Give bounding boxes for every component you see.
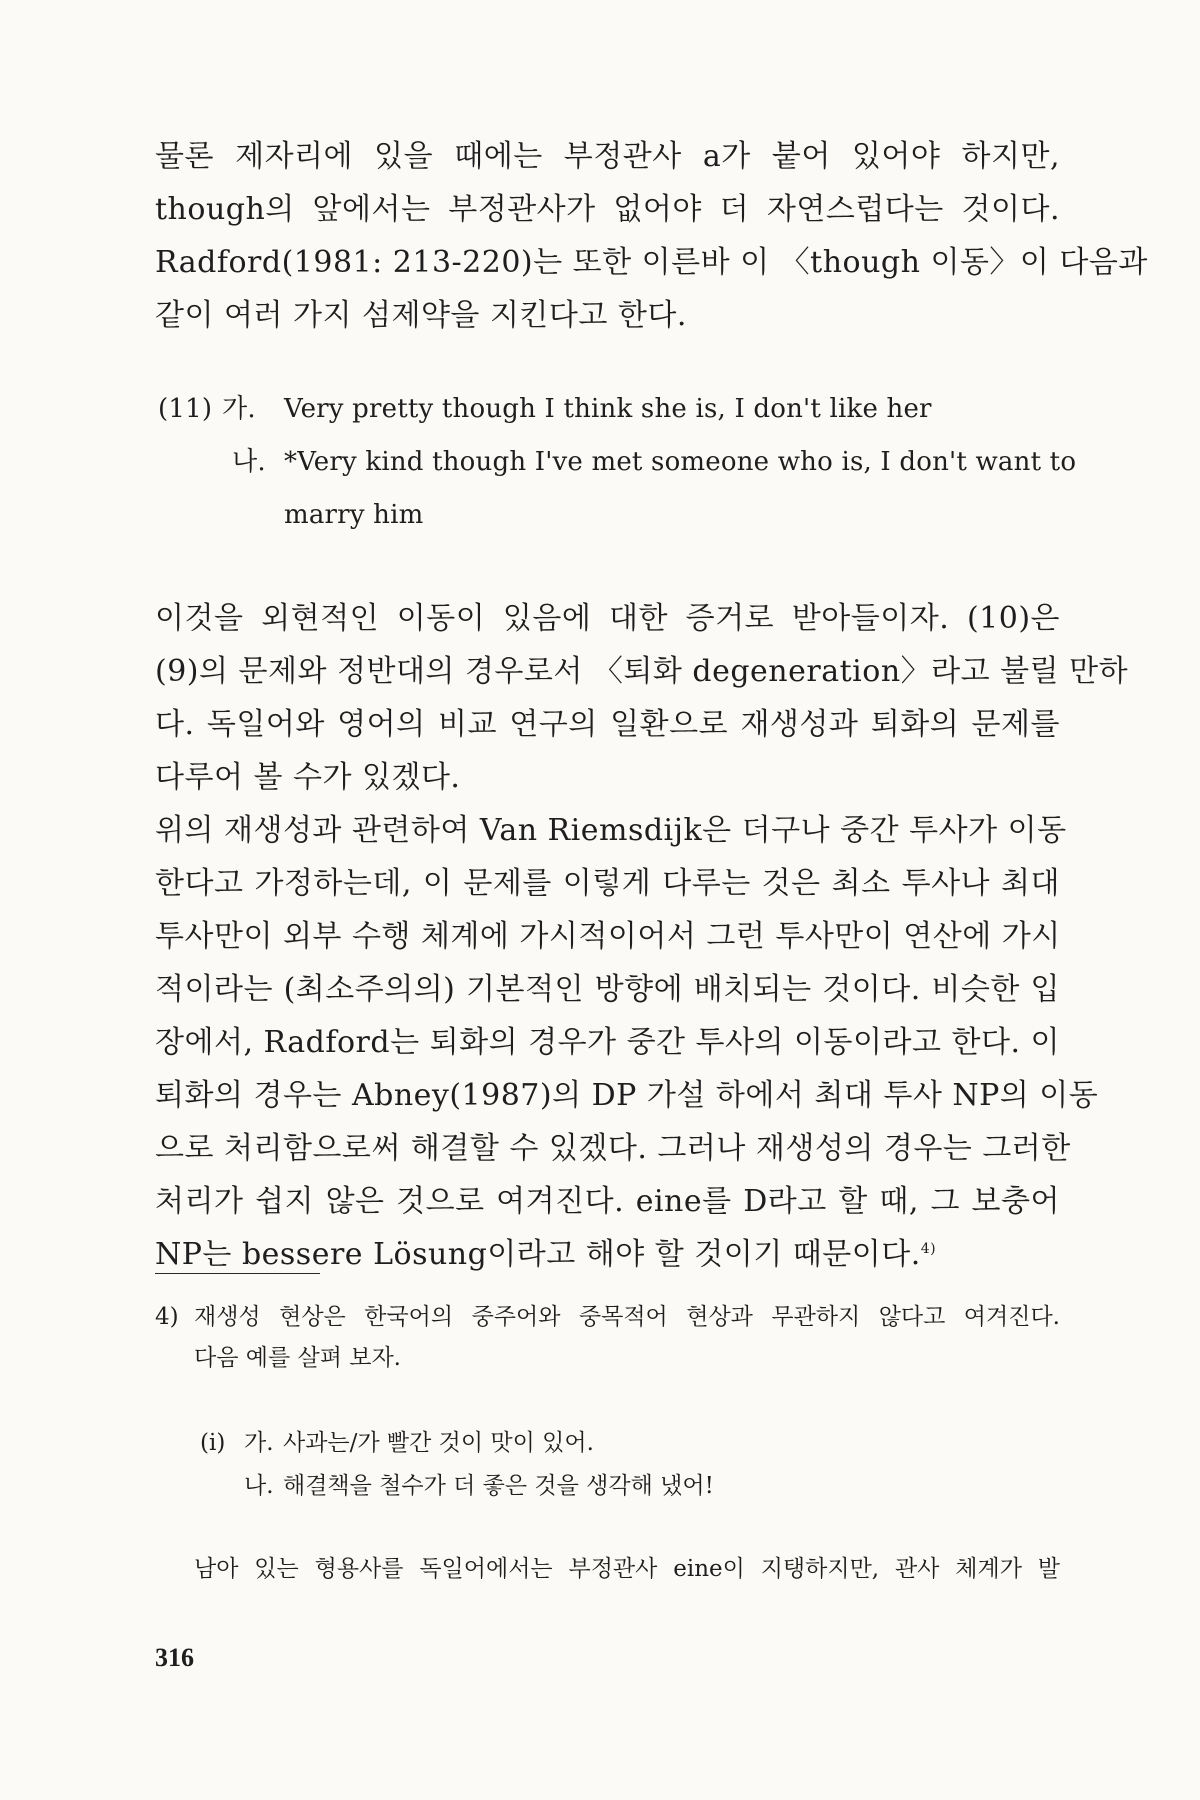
text-line: 적이라는 (최소주의의) 기본적인 방향에 배치되는 것이다. 비슷한 입 (155, 972, 1060, 1007)
paragraph-2 (155, 592, 1129, 804)
text-line: though의 앞에서는 부정관사가 없어야 더 자연스럽다는 것이다. (155, 192, 1060, 227)
footnote-example-a-text: 사과는/가 빨간 것이 맛이 있어. (283, 1430, 594, 1456)
footnote-marker: 4) (155, 1304, 179, 1330)
text-line: Radford(1981: 213-220)는 또한 이른바 이 〈though 이동〉이 다음과 (155, 245, 1148, 280)
text-line: (9)의 문제와 정반대의 경우로서 〈퇴화 degeneration〉라고 불릴 만하 (155, 654, 1129, 689)
page-number: 316 (155, 1643, 194, 1672)
example-b-text-continued: marry him (284, 500, 424, 530)
text-line: 퇴화의 경우는 Abney(1987)의 DP 가설 하에서 최대 투사 NP의 이동 (155, 1078, 1099, 1113)
footnote-example-number: (i) (200, 1430, 226, 1456)
example-a-label: 가. (222, 394, 256, 424)
footnote-reference[interactable]: 4) (920, 1241, 937, 1257)
footnote-text: 남아 있는 형용사를 독일어에서는 부정관사 eine이 지탱하지만, 관사 체계가 발 (194, 1556, 1060, 1582)
footnote-text: 다음 예를 살펴 보자. (194, 1345, 401, 1371)
example-number: (11) (158, 394, 213, 424)
footnote-separator (155, 1273, 320, 1274)
text-line: 처리가 쉽지 않은 것으로 여겨진다. eine를 D라고 할 때, 그 보충어 (155, 1184, 1060, 1219)
footnote-example-a-label: 가. (244, 1430, 274, 1456)
paragraph-1 (155, 130, 1148, 342)
text-line: 으로 처리함으로써 해결할 수 있겠다. 그러나 재생성의 경우는 그러한 (155, 1131, 1071, 1166)
text-line: 다. 독일어와 영어의 비교 연구의 일환으로 재생성과 퇴화의 문제를 (155, 707, 1060, 742)
text-line-content: NP는 bessere Lösung이라고 해야 할 것이기 때문이다. (155, 1237, 921, 1272)
footnote-example-b-label: 나. (244, 1473, 274, 1499)
paragraph-3 (155, 804, 1099, 1281)
footnote-text: 재생성 현상은 한국어의 중주어와 중목적어 현상과 무관하지 않다고 여겨진다. (194, 1304, 1060, 1330)
example-b-text: *Very kind though I've met someone who is, I don't want to (284, 447, 1077, 477)
text-line: 위의 재생성과 관련하여 Van Riemsdijk은 더구나 중간 투사가 이동 (155, 813, 1067, 848)
text-line: 다루어 볼 수가 있겠다. (155, 760, 461, 795)
example-a-text: Very pretty though I think she is, I don't like her (284, 394, 932, 424)
text-line: 물론 제자리에 있을 때에는 부정관사 a가 붙어 있어야 하지만, (155, 139, 1060, 174)
footnote-example-b-text: 해결책을 철수가 더 좋은 것을 생각해 냈어! (283, 1473, 714, 1499)
text-line: 한다고 가정하는데, 이 문제를 이렇게 다루는 것은 최소 투사나 최대 (155, 866, 1060, 901)
text-line: 이것을 외현적인 이동이 있음에 대한 증거로 받아들이자. (10)은 (155, 601, 1060, 636)
text-line: 투사만이 외부 수행 체계에 가시적이어서 그런 투사만이 연산에 가시 (155, 919, 1061, 954)
text-line: 장에서, Radford는 퇴화의 경우가 중간 투사의 이동이라고 한다. 이 (155, 1025, 1060, 1060)
text-line: 같이 여러 가지 섬제약을 지킨다고 한다. (155, 298, 687, 333)
example-b-label: 나. (232, 447, 266, 477)
